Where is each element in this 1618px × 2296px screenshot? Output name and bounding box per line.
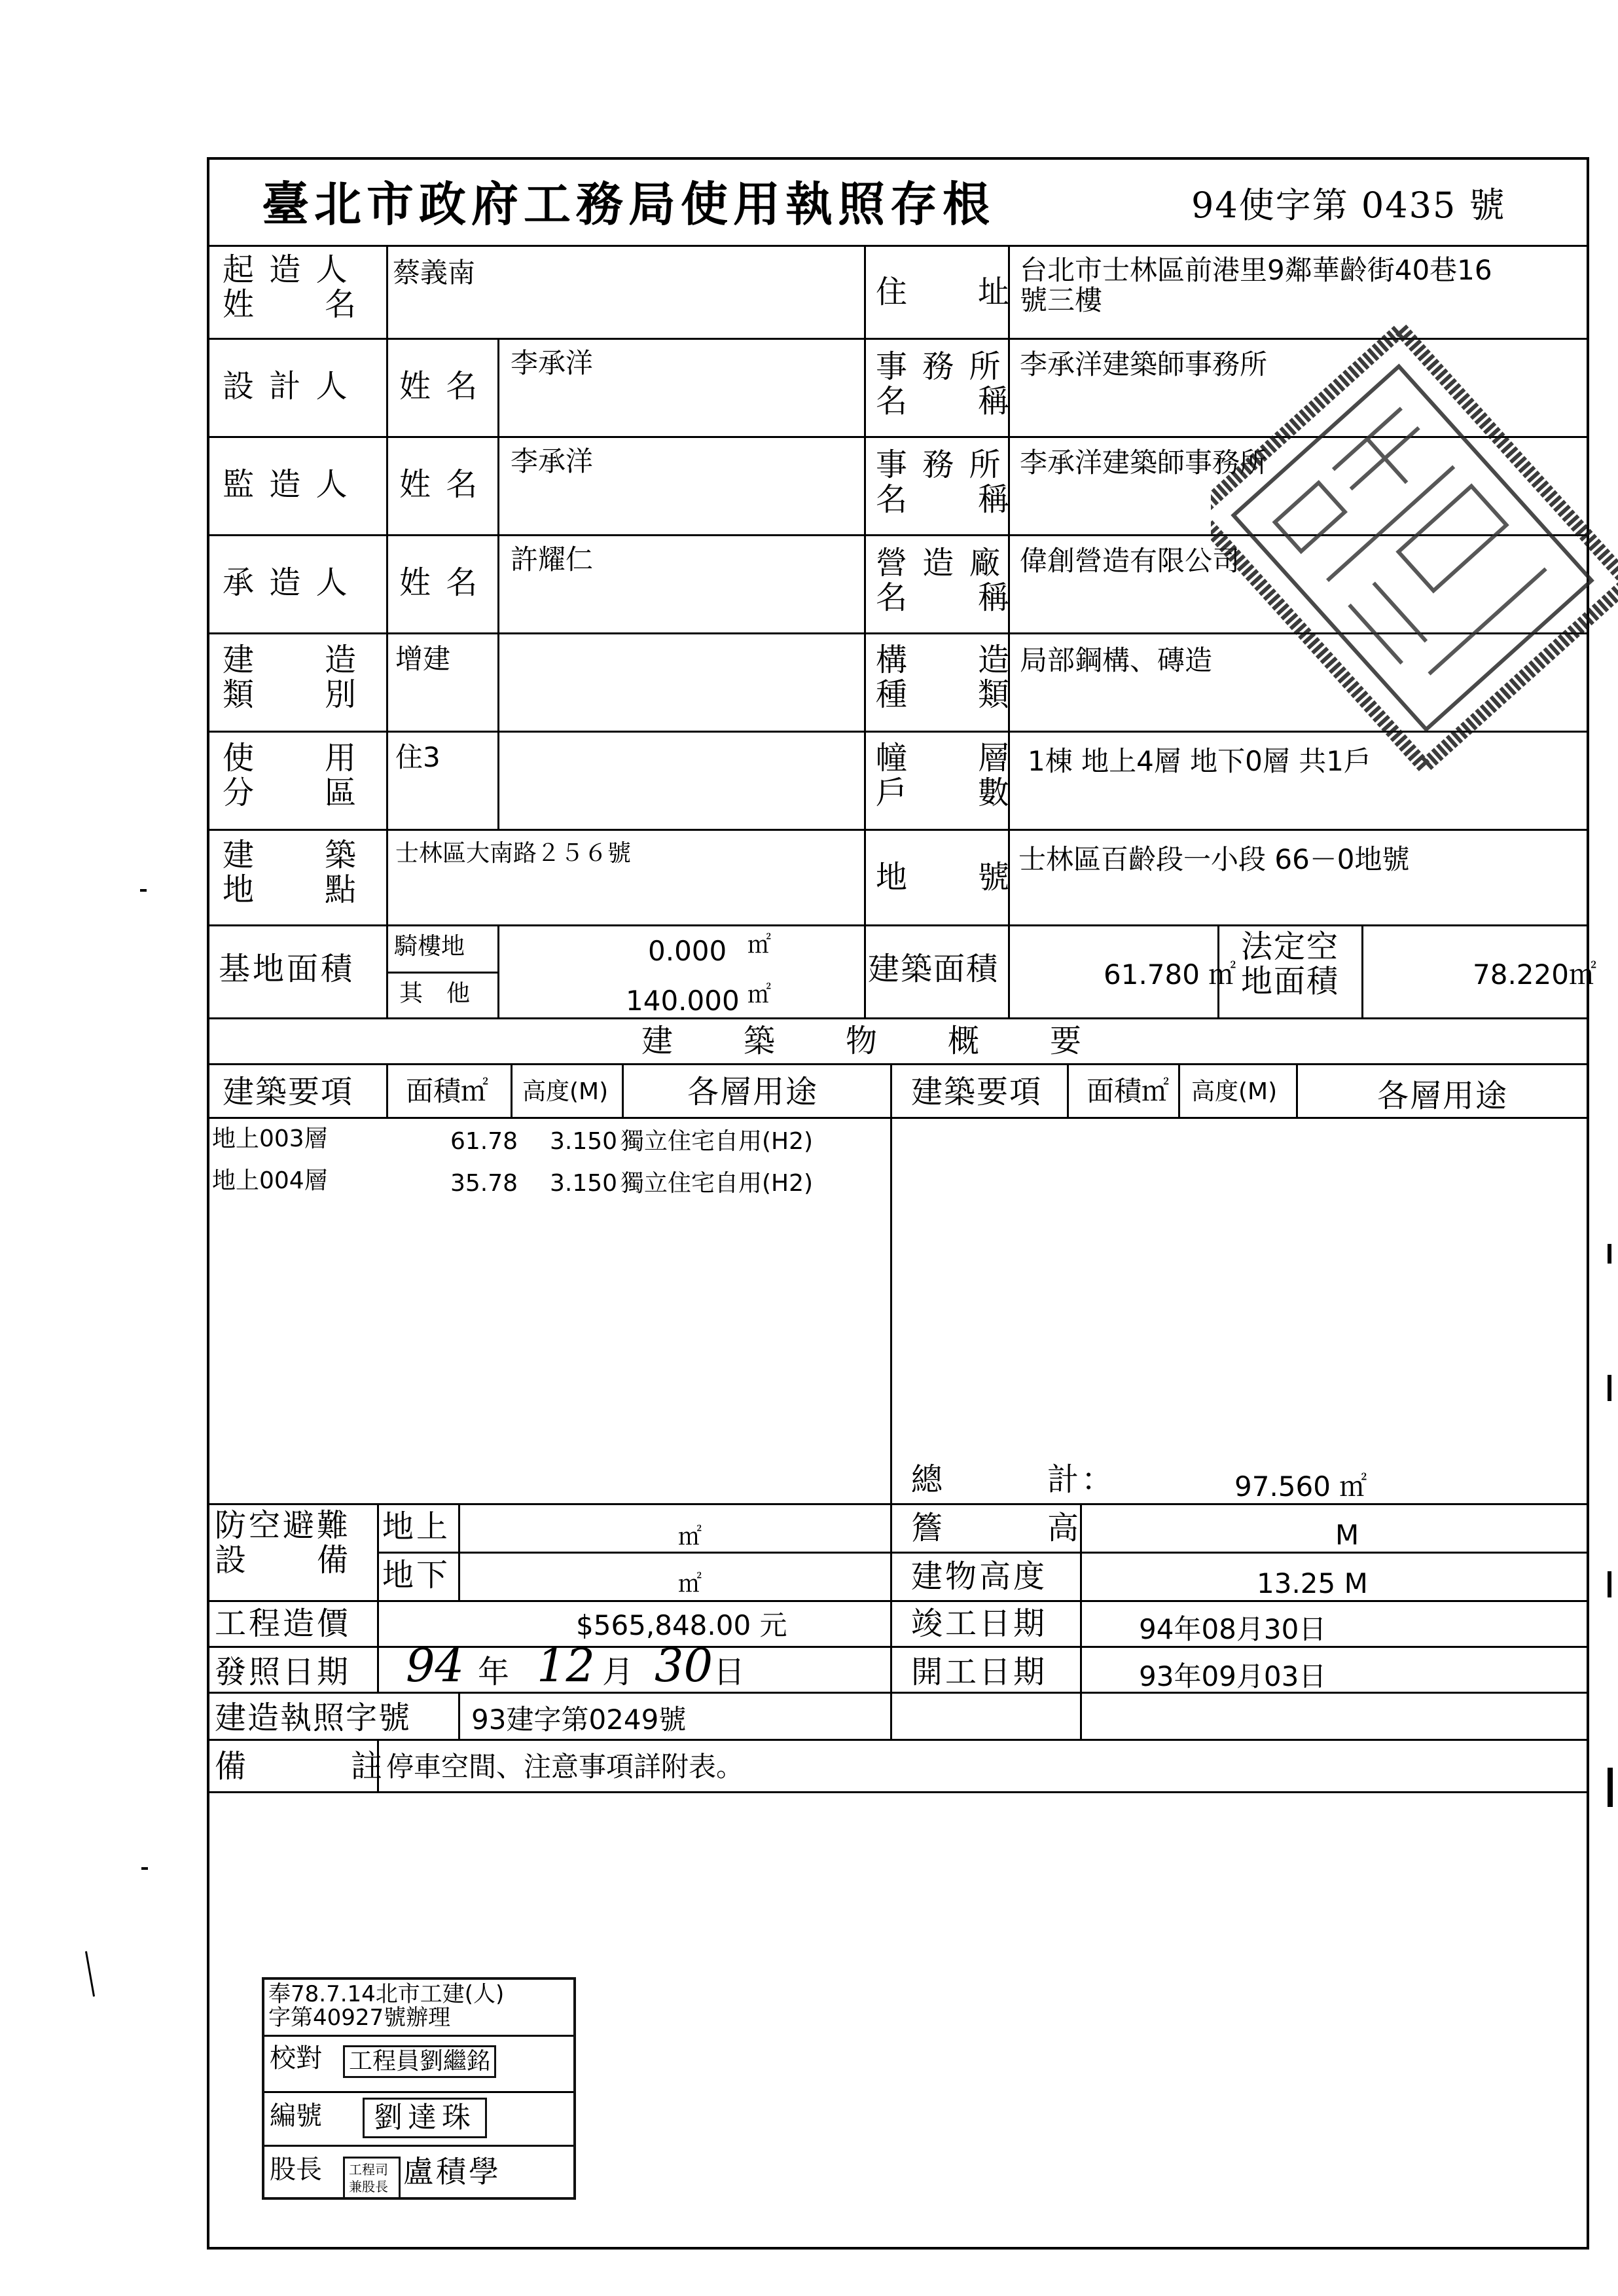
rule xyxy=(209,1600,1587,1602)
rule xyxy=(377,1503,379,1600)
license-number: 94使字第 0435 號 xyxy=(1191,185,1506,226)
arcade-unit: ㎡ xyxy=(747,932,772,958)
build-type-label: 建 造 類 別 xyxy=(223,642,359,713)
permit-value: 93建字第0249號 xyxy=(471,1704,687,1736)
rule xyxy=(209,1117,1587,1119)
other-value: 140.000 xyxy=(626,985,740,1017)
col-area-left: 面積㎡ xyxy=(406,1075,489,1107)
cost-label: 工程造價 xyxy=(215,1605,351,1642)
supervisor-office: 李承洋建築師事務所 xyxy=(1020,446,1268,479)
start-date-label: 開工日期 xyxy=(911,1654,1048,1690)
designer-name-label: 姓 名 xyxy=(399,368,480,405)
rule xyxy=(209,1739,1587,1741)
col-item-left: 建築要項 xyxy=(223,1074,354,1110)
shelter-above-label: 地上 xyxy=(382,1508,451,1545)
remark-value: 停車空間、注意事項詳附表。 xyxy=(386,1751,744,1783)
zoning-label: 使 用 分 區 xyxy=(223,740,359,811)
stamp-line-1: 奉78.7.14北市工建(人) xyxy=(268,1981,505,2007)
completion-label: 竣工日期 xyxy=(911,1605,1048,1642)
location-value: 士林區大南路２５６號 xyxy=(395,840,632,867)
issue-day-char: 日 xyxy=(713,1654,746,1690)
col-item-right: 建築要項 xyxy=(911,1074,1043,1110)
structure-value: 局部鋼構、磚造 xyxy=(1020,644,1213,676)
rule xyxy=(209,1791,1587,1793)
permit-label: 建造執照字號 xyxy=(215,1700,412,1736)
floor-row-2-area: 35.78 xyxy=(450,1170,518,1197)
number-seal: 劉達珠 xyxy=(363,2098,487,2138)
rule xyxy=(386,245,388,1017)
designer-office-label: 事 務 所 名 稱 xyxy=(876,348,1013,420)
arcade-label: 騎樓地 xyxy=(394,933,465,960)
build-type-value: 增建 xyxy=(395,643,451,675)
rule xyxy=(1178,1063,1180,1117)
col-use-left: 各層用途 xyxy=(687,1074,819,1110)
remark-label: 備 註 xyxy=(215,1748,386,1785)
chief-title-seal: 工程司兼股長 xyxy=(343,2157,401,2200)
address-value: 台北市士林區前港里9鄰華齡街40巷16 號三樓 xyxy=(1020,254,1492,317)
shelter-below-unit: ㎡ xyxy=(678,1571,702,1597)
stamp-line-2: 字第40927號辦理 xyxy=(268,2005,451,2031)
arcade-value: 0.000 xyxy=(648,935,727,967)
contractor-office-label: 營 造 廠 名 稱 xyxy=(876,545,1013,616)
scan-speck xyxy=(1608,1375,1611,1401)
rule xyxy=(622,1063,624,1117)
rule xyxy=(1067,1063,1069,1117)
scan-speck xyxy=(1608,1571,1611,1597)
applicant-label: 起 造 人 姓 名 xyxy=(223,251,359,323)
floor-row-2-floor: 地上004層 xyxy=(212,1167,328,1194)
rule xyxy=(264,2145,573,2147)
rule xyxy=(377,1552,1587,1554)
contractor-label: 承 造 人 xyxy=(223,564,350,601)
col-height-left: 高度(M) xyxy=(522,1078,609,1105)
official-seal-stamp xyxy=(1211,236,1618,956)
rule xyxy=(1296,1063,1298,1117)
issue-year-handwritten: 94 xyxy=(406,1639,465,1692)
issue-month-handwritten: 12 xyxy=(537,1639,596,1692)
rule xyxy=(458,1692,460,1739)
rule xyxy=(209,1017,1587,1019)
col-height-right: 高度(M) xyxy=(1191,1078,1278,1105)
rule xyxy=(511,1063,512,1117)
floors-value: 1棟 地上4層 地下0層 共1戶 xyxy=(1028,745,1371,777)
contractor-name-label: 姓 名 xyxy=(399,564,480,601)
scan-speck xyxy=(140,889,147,892)
rule xyxy=(864,245,866,1017)
floor-row-1-area: 61.78 xyxy=(450,1128,518,1155)
cost-value: $565,848.00 元 xyxy=(576,1609,787,1641)
other-label: 其 他 xyxy=(399,980,471,1007)
summary-heading: 建 築 物 概 要 xyxy=(641,1023,1085,1059)
start-date-value: 93年09月03日 xyxy=(1139,1660,1327,1692)
shelter-below-label: 地下 xyxy=(382,1557,451,1594)
floors-label: 幢 層 戶 數 xyxy=(876,740,1013,811)
rule xyxy=(264,2035,573,2037)
shelter-above-unit: ㎡ xyxy=(678,1523,702,1550)
building-area-label: 建築面積 xyxy=(868,951,999,987)
number-label: 編號 xyxy=(270,2101,322,2131)
chief-label: 股長 xyxy=(270,2155,322,2185)
supervisor-label: 監 造 人 xyxy=(223,466,350,503)
applicant-name: 蔡義南 xyxy=(393,257,476,289)
col-area-right: 面積㎡ xyxy=(1087,1075,1170,1107)
rule xyxy=(386,1063,388,1117)
check-label: 校對 xyxy=(270,2043,322,2073)
rule xyxy=(497,924,499,1017)
contractor-office: 偉創營造有限公司 xyxy=(1020,545,1240,577)
rule xyxy=(209,1503,1587,1505)
floor-row-1-floor: 地上003層 xyxy=(212,1125,328,1152)
issue-month-char: 月 xyxy=(602,1654,634,1690)
eaves-label: 簷 高 xyxy=(911,1510,1082,1546)
structure-label: 構 造 種 類 xyxy=(876,642,1013,713)
scan-speck xyxy=(1608,1244,1611,1264)
zoning-value: 住3 xyxy=(395,741,440,773)
rule xyxy=(386,972,497,974)
contractor-name: 許耀仁 xyxy=(511,543,594,575)
floor-row-1-height: 3.150 xyxy=(550,1128,618,1155)
rule xyxy=(264,2091,573,2093)
building-height-value: 13.25 M xyxy=(1257,1567,1368,1599)
completion-value: 94年08月30日 xyxy=(1139,1613,1327,1645)
designer-label: 設 計 人 xyxy=(223,368,350,405)
scan-speck xyxy=(1608,1768,1613,1807)
chief-name-seal: 盧積學 xyxy=(403,2154,501,2189)
total-value: 97.560 ㎡ xyxy=(1234,1470,1367,1503)
rule xyxy=(458,1503,460,1600)
issue-day-handwritten: 30 xyxy=(655,1639,713,1692)
scan-speck xyxy=(141,1867,148,1870)
open-space-label: 法定空 地面積 xyxy=(1241,928,1340,1000)
floor-row-2-height: 3.150 xyxy=(550,1170,618,1197)
seal-outer-border xyxy=(1211,329,1618,766)
eaves-value: M xyxy=(1335,1519,1359,1551)
issue-date-label: 發照日期 xyxy=(215,1654,351,1690)
col-use-right: 各層用途 xyxy=(1377,1078,1509,1114)
total-label: 總 計： xyxy=(911,1461,1116,1498)
other-unit: ㎡ xyxy=(747,981,772,1008)
issue-year-char: 年 xyxy=(478,1654,510,1690)
approval-stamp-box xyxy=(262,1977,576,2200)
rule xyxy=(377,1600,379,1692)
lot-value: 士林區百齡段一小段 66－0地號 xyxy=(1018,843,1410,875)
floor-row-1-use: 獨立住宅自用(H2) xyxy=(620,1128,814,1155)
rule xyxy=(890,1063,892,1739)
scan-speck xyxy=(85,1951,95,1996)
location-label: 建 築 地 點 xyxy=(223,837,359,908)
floor-row-2-use: 獨立住宅自用(H2) xyxy=(620,1170,814,1197)
building-area-value: 61.780 ㎡ xyxy=(1104,958,1236,991)
site-area-label: 基地面積 xyxy=(219,951,355,987)
rule xyxy=(497,338,499,829)
address-label: 住 址 xyxy=(876,274,1013,310)
designer-office: 李承洋建築師事務所 xyxy=(1020,348,1268,380)
open-space-value: 78.220㎡ xyxy=(1473,958,1596,991)
form-title: 臺北市政府工務局使用執照存根 xyxy=(262,176,996,232)
supervisor-name-label: 姓 名 xyxy=(399,466,480,503)
supervisor-name: 李承洋 xyxy=(511,445,594,477)
supervisor-office-label: 事 務 所 名 稱 xyxy=(876,446,1013,518)
shelter-label: 防空避難 設 備 xyxy=(215,1507,351,1578)
designer-name: 李承洋 xyxy=(511,347,594,379)
lot-label: 地 號 xyxy=(876,859,1013,896)
building-height-label: 建物高度 xyxy=(911,1558,1048,1595)
check-seal: 工程員劉繼銘 xyxy=(343,2045,496,2078)
rule xyxy=(209,1063,1587,1065)
seal-inner-border xyxy=(1234,367,1592,729)
